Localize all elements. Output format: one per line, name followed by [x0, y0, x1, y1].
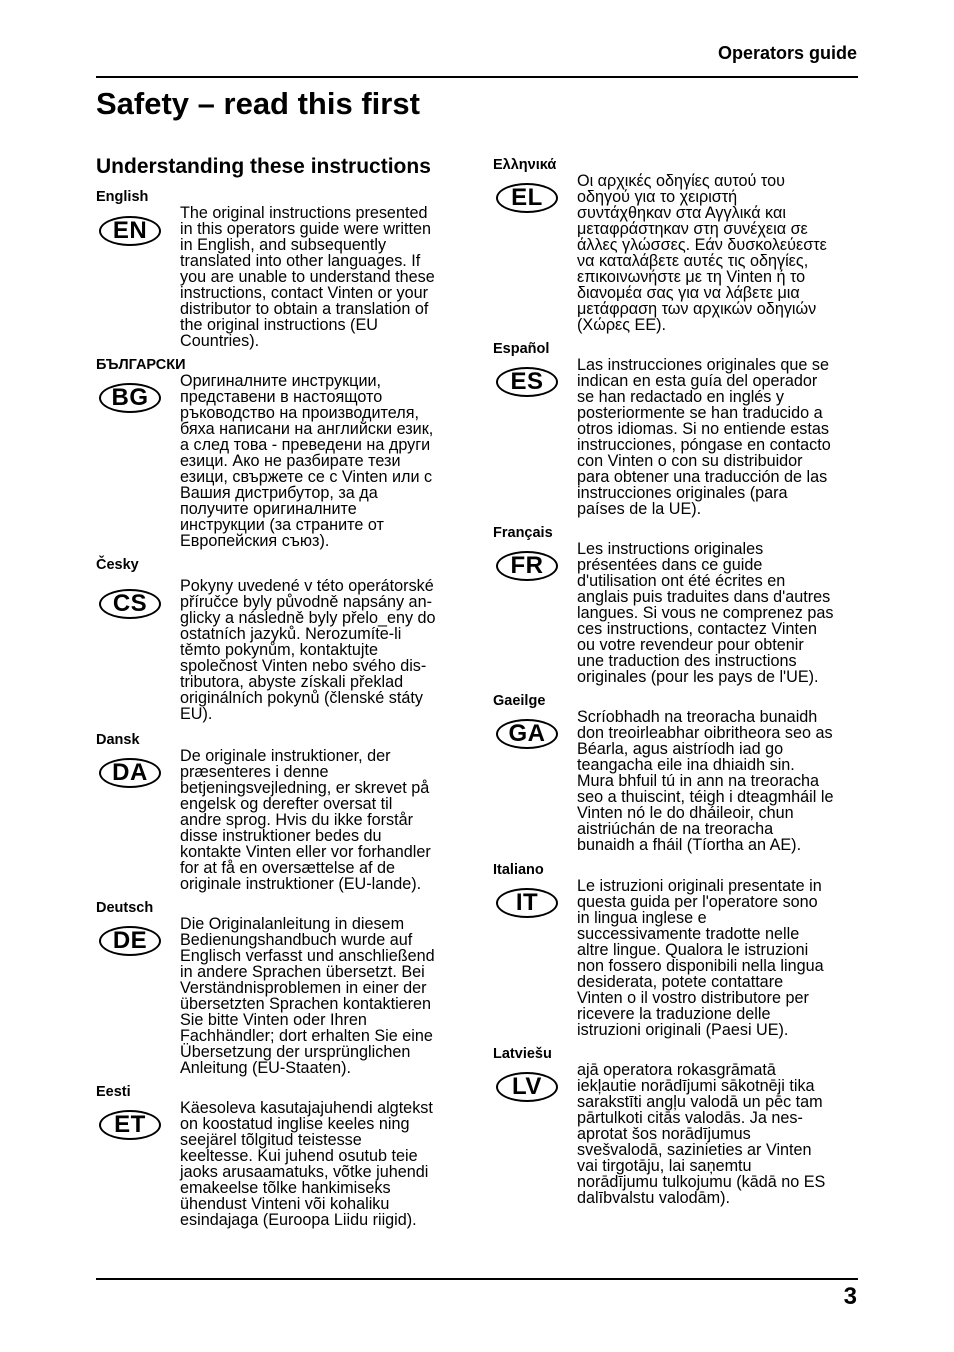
language-entry-bg — [96, 357, 466, 550]
language-code-badge: FR — [496, 551, 558, 581]
language-text: Οι αρχικές οδηγίες αυτού του οδηγού για το χειριστή συντάχθηκαν στα Αγγλικά και μεταφράστηκαν στη συνέχεια σε άλλες γλώσσες. Εάν δυσκολεύεστε να καταλάβετε αυτές τις οδηγίες, επικοινωνήστε με τη Vinten ή το διανομέα σας για να λάβετε μια μετάφραση των αρχικών οδηγιών (Χώρες ΕΕ). — [577, 172, 827, 334]
language-code-badge: CS — [99, 589, 161, 619]
language-code-badge: GA — [496, 719, 558, 749]
language-code-badge: ET — [99, 1110, 161, 1140]
header-rule — [96, 76, 858, 78]
footer-rule — [96, 1278, 858, 1280]
language-entry-de — [96, 900, 466, 1077]
language-name: Gaeilge — [493, 693, 546, 709]
language-text: Die Originalanleitung in diesem Bedienungshandbuch wurde auf Englisch verfasst und anschließend in andere Sprachen übersetzt. Bei Verständnisproblemen in einer der übersetzten Sprachen kontaktieren Sie bitte Vinten oder Ihren Fachhändler; dort erhalten Sie eine Übersetzung der ursprünglichen Anleitung (EU-Staaten). — [180, 915, 435, 1077]
language-text: Оригиналните инструкции, представени в настоящото ръководство на производителя, бяха написани на английски език, а след това - преведени на други езици. Ако не разбирате тези езици, свържете се с Vinten или с Вашия дистрибутор, за да получите оригиналните инструкции (за страните от Европейския съюз). — [180, 372, 434, 550]
language-name: Latviešu — [493, 1046, 552, 1062]
language-text: Käesoleva kasutajajuhendi algtekst on koostatud inglise keeles ning seejärel tõlgitud teistesse keeltesse. Kui juhend osutub teie jaoks arusaamatuks, võtke juhendi emakeelse tõlke hankimiseks ühendust Vinteni või kohaliku esindajaga (Euroopa Liidu riigid). — [180, 1099, 433, 1229]
language-text: Les instructions originales présentées dans ce guide d'utilisation ont été écrites en anglais puis traduites dans d'autres langues. Si vous ne comprenez pas ces instructions, contactez Vinten ou votre revendeur pour obtenir une traduction des instructions originales (pour les pays de l'UE). — [577, 540, 834, 686]
language-text: Las instrucciones originales que se indican en esta guía del operador se han redactado en inglés y posteriormente se han traducido a otros idiomas. Si no entiende estas instrucciones, póngase en contacto con Vinten o con su distribuidor para obtener una traducción de las instrucciones originales (para países de la UE). — [577, 356, 831, 518]
language-text: The original instructions presented in this operators guide were written in English, and subsequently translated into other languages. If you are unable to understand these instructions, contact Vinten or your distributor to obtain a translation of the original instructions (EU Countries). — [180, 204, 435, 350]
language-name: Česky — [96, 557, 139, 573]
language-entry-el — [493, 157, 863, 334]
language-name: Dansk — [96, 732, 140, 748]
language-text: Pokyny uvedené v této operátorské příručce byly původně napsány an- glicky a následně byly přelo_eny do ostatních jazyků. Nerozumíte-li těmto pokynům, kontaktujte společnost Vinten nebo svého dis- tributora, abyste získali překlad originálních pokynů (členské státy EU). — [180, 577, 436, 723]
language-code-badge: IT — [496, 888, 558, 918]
header-label: Operators guide — [717, 43, 857, 63]
language-text: Le istruzioni originali presentate in questa guida per l'operatore sono in lingua inglese e successivamente tradotte nelle altre lingue. Qualora le istruzioni non fossero disponibili nella lingua desiderata, potete contattare Vinten o il vostro distributore per ricevere la traduzione delle istruzioni originali (Paesi UE). — [577, 877, 824, 1039]
language-code-badge: ES — [496, 367, 558, 397]
language-name: English — [96, 189, 149, 205]
language-entry-es — [493, 341, 863, 518]
language-code-badge: BG — [99, 383, 161, 413]
language-entry-ga — [493, 693, 863, 854]
language-text: De originale instruktioner, der præsenteres i denne betjeningsvejledning, er skrevet på engelsk og derefter oversat til andre sprog. Hvis du ikke forstår disse instruktioner bedes du kontakte Vinten eller vor forhandler for at få en oversættelse af de originale instruktioner (EU-lande). — [180, 747, 431, 893]
language-code-badge: EL — [496, 183, 558, 213]
language-entry-cs — [96, 557, 466, 723]
language-text: Scríobhadh na treoracha bunaidh don treoirleabhar oibritheora seo as Béarla, agus aistríodh iad go teangacha eile ina dhiaidh sin. Mura bhfuil tú in ann na treoracha seo a thuiscint, téigh i dteagmháil le Vinten nó le do dháileoir, chun aistriúchán de na treoracha bunaidh a fháil (Tíortha an AE). — [577, 708, 834, 854]
language-code-badge: LV — [496, 1072, 558, 1102]
language-entry-it — [493, 862, 863, 1039]
language-code-badge: DE — [99, 926, 161, 956]
language-text: ajā operatora rokasgrāmatā iekļautie norādījumi sākotnēji tika sarakstīti angļu valodā un pēc tam pārtulkoti citās valodās. Ja nes- aprotat šos norādījumus svešvalodā, sazinieties ar Vinten vai tirgotāju, lai saņemtu norādījumu tulkojumu (kādā no ES dalībvalstu valodām). — [577, 1061, 826, 1207]
language-entry-fr — [493, 525, 863, 686]
page-title: Safety – read this first — [96, 86, 420, 121]
language-entry-en — [96, 189, 466, 350]
section-title: Understanding these instructions — [96, 155, 431, 178]
language-name: Italiano — [493, 862, 544, 878]
language-entry-et — [96, 1084, 466, 1229]
language-code-badge: DA — [99, 758, 161, 788]
language-name: Ελληνικά — [493, 157, 557, 173]
language-code-badge: EN — [99, 216, 161, 246]
language-name: Eesti — [96, 1084, 131, 1100]
language-entry-lv — [493, 1046, 863, 1207]
language-name: Français — [493, 525, 553, 541]
language-entry-da — [96, 732, 466, 893]
language-name: БЪЛГАРСКИ — [96, 357, 186, 373]
page-number: 3 — [843, 1283, 857, 1310]
language-name: Deutsch — [96, 900, 154, 916]
language-name: Español — [493, 341, 550, 357]
